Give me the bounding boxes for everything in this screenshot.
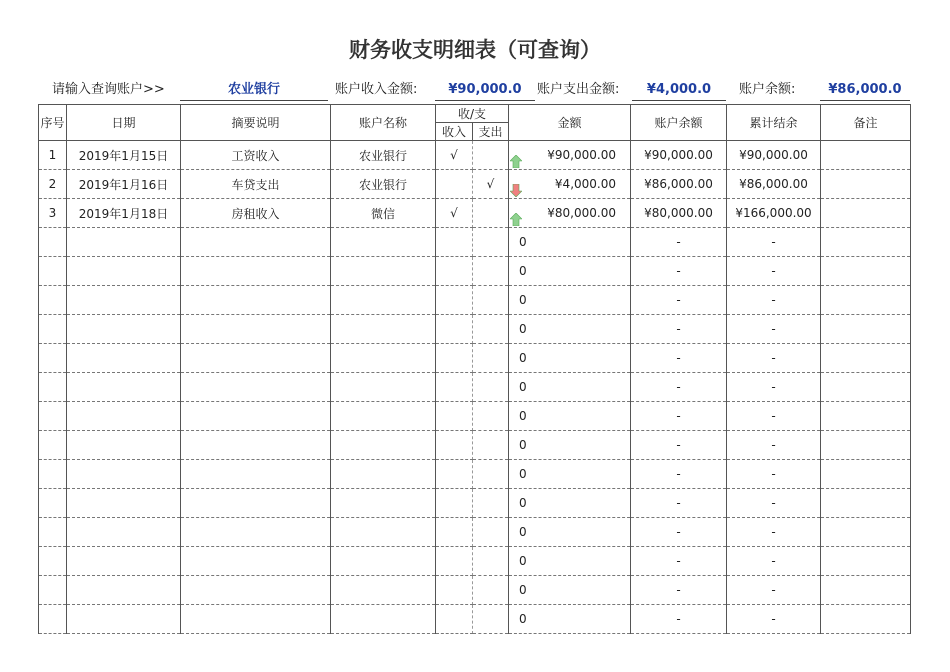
out-check-cell[interactable] (473, 402, 509, 431)
date-cell[interactable] (67, 431, 181, 460)
table-row (39, 228, 911, 257)
cumulative-cell[interactable]: - (727, 257, 821, 286)
date-cell[interactable] (67, 518, 181, 547)
in-check-cell[interactable] (436, 170, 473, 199)
acct-balance-cell[interactable]: - (631, 373, 727, 402)
in-check-cell[interactable]: √ (436, 199, 473, 228)
date-cell[interactable] (67, 402, 181, 431)
table-row (39, 460, 911, 489)
account-cell[interactable] (331, 228, 436, 257)
in-check-cell[interactable] (436, 489, 473, 518)
table-row (39, 315, 911, 344)
amount-text: ¥90,000.00 (547, 148, 616, 162)
amount-cell[interactable]: 0 (509, 402, 631, 431)
amount-cell[interactable]: 0 (509, 547, 631, 576)
acct-balance-cell[interactable]: - (631, 344, 727, 373)
note-cell[interactable] (821, 344, 911, 373)
note-cell[interactable] (821, 170, 911, 199)
seq-cell[interactable]: 1 (39, 141, 67, 170)
in-check-cell[interactable] (436, 228, 473, 257)
date-cell[interactable]: 2019年1月18日 (67, 199, 181, 228)
summary-cell[interactable] (181, 518, 331, 547)
table-row (39, 344, 911, 373)
account-query-input[interactable]: 农业银行 (180, 80, 328, 101)
ledger-table (38, 104, 911, 634)
income-label: 账户收入金额: (335, 82, 418, 97)
summary-cell[interactable] (181, 257, 331, 286)
cumulative-cell[interactable]: - (727, 489, 821, 518)
out-check-cell[interactable] (473, 518, 509, 547)
cumulative-cell[interactable]: - (727, 576, 821, 605)
acct-balance-cell[interactable]: ¥90,000.00 (631, 141, 727, 170)
in-check-cell[interactable] (436, 344, 473, 373)
cumulative-cell[interactable]: ¥90,000.00 (727, 141, 821, 170)
col-in: 收入 (436, 123, 473, 141)
seq-cell[interactable] (39, 315, 67, 344)
amount-cell[interactable]: 0 (509, 257, 631, 286)
summary-cell[interactable] (181, 373, 331, 402)
account-cell[interactable] (331, 489, 436, 518)
out-check-cell[interactable] (473, 199, 509, 228)
table-row (39, 199, 911, 228)
amount-cell[interactable]: 0 (509, 431, 631, 460)
date-cell[interactable] (67, 257, 181, 286)
account-cell[interactable] (331, 431, 436, 460)
note-cell[interactable] (821, 518, 911, 547)
acct-balance-cell[interactable]: - (631, 605, 727, 634)
table-row (39, 141, 911, 170)
seq-cell[interactable] (39, 605, 67, 634)
cumulative-cell[interactable]: ¥166,000.00 (727, 199, 821, 228)
amount-cell[interactable]: 0 (509, 489, 631, 518)
table-row (39, 286, 911, 315)
balance-total: ¥86,000.0 (820, 80, 910, 101)
col-out: 支出 (473, 123, 509, 141)
in-check-cell[interactable] (436, 518, 473, 547)
date-cell[interactable] (67, 228, 181, 257)
account-cell[interactable] (331, 576, 436, 605)
seq-cell[interactable] (39, 576, 67, 605)
seq-cell[interactable]: 3 (39, 199, 67, 228)
out-check-cell[interactable] (473, 460, 509, 489)
summary-cell[interactable] (181, 286, 331, 315)
acct-balance-cell[interactable]: ¥86,000.00 (631, 170, 727, 199)
account-cell[interactable] (331, 286, 436, 315)
table-row (39, 257, 911, 286)
cumulative-cell[interactable]: - (727, 373, 821, 402)
in-check-cell[interactable] (436, 547, 473, 576)
query-label: 请输入查询账户>> (52, 82, 165, 97)
seq-cell[interactable] (39, 228, 67, 257)
seq-cell[interactable] (39, 547, 67, 576)
expense-total: ¥4,000.0 (632, 80, 726, 101)
out-check-cell[interactable] (473, 315, 509, 344)
arrow-down-icon (510, 184, 522, 197)
note-cell[interactable] (821, 199, 911, 228)
summary-cell[interactable] (181, 576, 331, 605)
seq-cell[interactable] (39, 402, 67, 431)
amount-cell[interactable] (509, 170, 631, 199)
note-cell[interactable] (821, 576, 911, 605)
col-seq: 序号 (39, 105, 67, 141)
date-cell[interactable] (67, 547, 181, 576)
in-check-cell[interactable] (436, 431, 473, 460)
balance-label: 账户余额: (739, 82, 796, 97)
summary-cell[interactable] (181, 460, 331, 489)
seq-cell[interactable] (39, 460, 67, 489)
summary-cell[interactable] (181, 605, 331, 634)
amount-cell[interactable]: 0 (509, 286, 631, 315)
note-cell[interactable] (821, 605, 911, 634)
out-check-cell[interactable] (473, 547, 509, 576)
out-check-cell[interactable] (473, 373, 509, 402)
date-cell[interactable] (67, 315, 181, 344)
arrow-up-icon (510, 155, 522, 168)
acct-balance-cell[interactable]: - (631, 576, 727, 605)
out-check-cell[interactable] (473, 431, 509, 460)
note-cell[interactable] (821, 141, 911, 170)
table-row (39, 605, 911, 634)
cumulative-cell[interactable]: - (727, 315, 821, 344)
account-cell[interactable]: 农业银行 (331, 141, 436, 170)
cumulative-cell[interactable]: - (727, 431, 821, 460)
acct-balance-cell[interactable]: - (631, 402, 727, 431)
table-row (39, 431, 911, 460)
amount-text: ¥80,000.00 (547, 206, 616, 220)
table-row (39, 547, 911, 576)
in-check-cell[interactable]: √ (436, 141, 473, 170)
cumulative-cell[interactable]: - (727, 228, 821, 257)
out-check-cell[interactable] (473, 576, 509, 605)
date-cell[interactable] (67, 605, 181, 634)
account-cell[interactable] (331, 315, 436, 344)
col-amount: 金额 (509, 105, 631, 141)
acct-balance-cell[interactable]: - (631, 315, 727, 344)
col-cumulative: 累计结余 (727, 105, 821, 141)
account-cell[interactable] (331, 402, 436, 431)
cumulative-cell[interactable]: ¥86,000.00 (727, 170, 821, 199)
account-cell[interactable] (331, 373, 436, 402)
amount-cell[interactable] (509, 141, 631, 170)
summary-cell[interactable]: 工资收入 (181, 141, 331, 170)
out-check-cell[interactable] (473, 228, 509, 257)
note-cell[interactable] (821, 373, 911, 402)
amount-cell[interactable] (509, 199, 631, 228)
col-account: 账户名称 (331, 105, 436, 141)
amount-cell[interactable]: 0 (509, 605, 631, 634)
in-check-cell[interactable] (436, 402, 473, 431)
account-cell[interactable] (331, 547, 436, 576)
out-check-cell[interactable] (473, 141, 509, 170)
col-summary: 摘要说明 (181, 105, 331, 141)
table-row (39, 489, 911, 518)
amount-cell[interactable]: 0 (509, 460, 631, 489)
account-cell[interactable] (331, 518, 436, 547)
cumulative-cell[interactable]: - (727, 605, 821, 634)
cumulative-cell[interactable]: - (727, 344, 821, 373)
date-cell[interactable] (67, 489, 181, 518)
note-cell[interactable] (821, 460, 911, 489)
col-acct-balance: 账户余额 (631, 105, 727, 141)
seq-cell[interactable] (39, 489, 67, 518)
amount-cell[interactable]: 0 (509, 518, 631, 547)
col-date: 日期 (67, 105, 181, 141)
summary-cell[interactable]: 车贷支出 (181, 170, 331, 199)
summary-cell[interactable] (181, 489, 331, 518)
cumulative-cell[interactable]: - (727, 518, 821, 547)
summary-cell[interactable] (181, 547, 331, 576)
out-check-cell[interactable] (473, 605, 509, 634)
note-cell[interactable] (821, 286, 911, 315)
acct-balance-cell[interactable]: - (631, 547, 727, 576)
note-cell[interactable] (821, 431, 911, 460)
acct-balance-cell[interactable]: ¥80,000.00 (631, 199, 727, 228)
acct-balance-cell[interactable]: - (631, 460, 727, 489)
acct-balance-cell[interactable]: - (631, 286, 727, 315)
amount-cell[interactable]: 0 (509, 344, 631, 373)
date-cell[interactable] (67, 344, 181, 373)
cumulative-cell[interactable]: - (727, 286, 821, 315)
note-cell[interactable] (821, 315, 911, 344)
amount-cell[interactable]: 0 (509, 315, 631, 344)
in-check-cell[interactable] (436, 373, 473, 402)
expense-label: 账户支出金额: (537, 82, 620, 97)
seq-cell[interactable] (39, 286, 67, 315)
date-cell[interactable] (67, 286, 181, 315)
seq-cell[interactable] (39, 344, 67, 373)
in-check-cell[interactable] (436, 315, 473, 344)
date-cell[interactable]: 2019年1月16日 (67, 170, 181, 199)
acct-balance-cell[interactable]: - (631, 518, 727, 547)
account-cell[interactable]: 微信 (331, 199, 436, 228)
table-row (39, 576, 911, 605)
in-check-cell[interactable] (436, 286, 473, 315)
out-check-cell[interactable] (473, 257, 509, 286)
seq-cell[interactable] (39, 257, 67, 286)
cumulative-cell[interactable]: - (727, 547, 821, 576)
date-cell[interactable]: 2019年1月15日 (67, 141, 181, 170)
out-check-cell[interactable] (473, 344, 509, 373)
arrow-up-icon (510, 213, 522, 226)
cumulative-cell[interactable]: - (727, 460, 821, 489)
acct-balance-cell[interactable]: - (631, 257, 727, 286)
out-check-cell[interactable] (473, 286, 509, 315)
summary-cell[interactable] (181, 344, 331, 373)
summary-cell[interactable] (181, 431, 331, 460)
table-row (39, 518, 911, 547)
out-check-cell[interactable] (473, 489, 509, 518)
in-check-cell[interactable] (436, 605, 473, 634)
account-cell[interactable] (331, 257, 436, 286)
note-cell[interactable] (821, 228, 911, 257)
account-cell[interactable] (331, 344, 436, 373)
table-row (39, 402, 911, 431)
page-title: 财务收支明细表（可查询） (349, 38, 601, 62)
acct-balance-cell[interactable]: - (631, 489, 727, 518)
amount-cell[interactable]: 0 (509, 228, 631, 257)
table-row (39, 373, 911, 402)
account-cell[interactable]: 农业银行 (331, 170, 436, 199)
col-io: 收/支 (436, 105, 509, 123)
summary-cell[interactable]: 房租收入 (181, 199, 331, 228)
out-check-cell[interactable]: √ (473, 170, 509, 199)
note-cell[interactable] (821, 402, 911, 431)
account-cell[interactable] (331, 605, 436, 634)
acct-balance-cell[interactable]: - (631, 431, 727, 460)
in-check-cell[interactable] (436, 257, 473, 286)
note-cell[interactable] (821, 547, 911, 576)
date-cell[interactable] (67, 373, 181, 402)
seq-cell[interactable] (39, 431, 67, 460)
cumulative-cell[interactable]: - (727, 402, 821, 431)
seq-cell[interactable] (39, 518, 67, 547)
summary-cell[interactable] (181, 315, 331, 344)
amount-cell[interactable]: 0 (509, 373, 631, 402)
note-cell[interactable] (821, 257, 911, 286)
note-cell[interactable] (821, 489, 911, 518)
date-cell[interactable] (67, 460, 181, 489)
summary-cell[interactable] (181, 228, 331, 257)
account-cell[interactable] (331, 460, 436, 489)
acct-balance-cell[interactable]: - (631, 228, 727, 257)
seq-cell[interactable]: 2 (39, 170, 67, 199)
seq-cell[interactable] (39, 373, 67, 402)
table-row (39, 170, 911, 199)
summary-cell[interactable] (181, 402, 331, 431)
income-total: ¥90,000.0 (435, 80, 535, 101)
col-note: 备注 (821, 105, 911, 141)
in-check-cell[interactable] (436, 460, 473, 489)
in-check-cell[interactable] (436, 576, 473, 605)
amount-text: ¥4,000.00 (554, 177, 616, 191)
amount-cell[interactable]: 0 (509, 576, 631, 605)
date-cell[interactable] (67, 576, 181, 605)
